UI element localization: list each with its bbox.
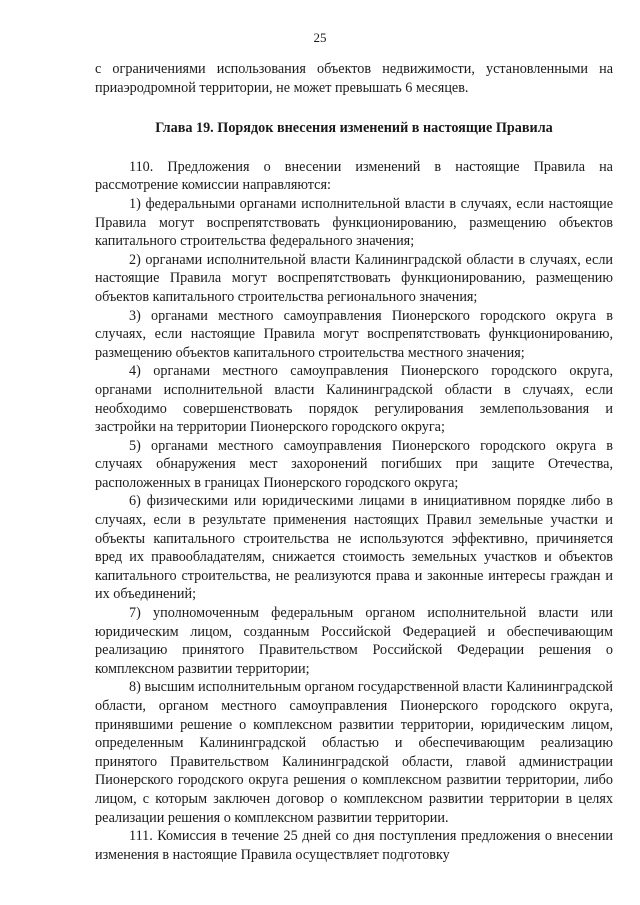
list-item-6: 6) физическими или юридическими лицами в инициативном порядке либо в случаях, если в результате применения настоящих Правил земельные участки и объекты капитального строительства не используются эффективно, причиняется вред их правообладателям, снижается стоимость земельных участков и объектов капитального строительства, не реализуются права и законные интересы граждан и их объединений; bbox=[95, 493, 613, 603]
list-item-1: 1) федеральными органами исполнительной власти в случаях, если настоящие Правила могут воспрепятствовать функционированию, размещению объектов капитального строительства федерального значения; bbox=[95, 195, 613, 250]
page-number: 25 bbox=[313, 30, 327, 45]
list-item-3: 3) органами местного самоуправления Пионерского городского округа в случаях, если настоящие Правила могут воспрепятствовать функционированию, размещению объектов капитального строительства местного значения; bbox=[95, 307, 613, 361]
intro-paragraph: с ограничениями использования объектов недвижимости, установленными на приаэродромной территории, не может превышать 6 месяцев. bbox=[95, 61, 613, 96]
paragraph-111: 111. Комиссия в течение 25 дней со дня поступления предложения о внесении изменения в настоящие Правила осуществляет подготовку bbox=[95, 828, 613, 863]
list-item-8: 8) высшим исполнительным органом государственной власти Калининградской области, органом местного самоуправления Пионерского городского округа, принявшими решение о комплексном развитии территории, юридическим лицом, определенным Калининградской областью и обеспечивающим реализацию принятого Правительством Калининградской области, главой администрации Пионерского городского округа решения о комплексном развитии территории, либо лицом, с которым заключен договор о комплексном развитии территории в целях реализации решения о комплексном развитии территории. bbox=[95, 679, 613, 826]
list-item-4: 4) органами местного самоуправления Пионерского городского округа, органами исполнительной власти Калининградской области в случаях, если необходимо совершенствовать порядок регулирования землепользования и застройки на территории Пионерского городского округа; bbox=[95, 363, 613, 436]
paragraph-110: 110. Предложения о внесении изменений в настоящие Правила на рассмотрение комиссии направляются: bbox=[95, 158, 613, 194]
document-body bbox=[95, 60, 613, 864]
list-item-7: 7) уполномоченным федеральным органом исполнительной власти или юридическим лицом, созданным Российской Федерацией и обеспечивающим реализацию принятого Правительством Российской Федерации решения о комплексном развитии территории; bbox=[95, 605, 613, 677]
list-item-5: 5) органами местного самоуправления Пионерского городского округа в случаях обнаружения мест захоронений погибших при защите Отечества, расположенных в границах Пионерского городского округа; bbox=[95, 437, 613, 491]
list-item-2: 2) органами исполнительной власти Калининградской области в случаях, если настоящие Правила могут воспрепятствовать функционированию, размещению объектов капитального строительства регионального значения; bbox=[95, 251, 613, 305]
chapter-heading: Глава 19. Порядок внесения изменений в настоящие Правила bbox=[155, 120, 553, 137]
